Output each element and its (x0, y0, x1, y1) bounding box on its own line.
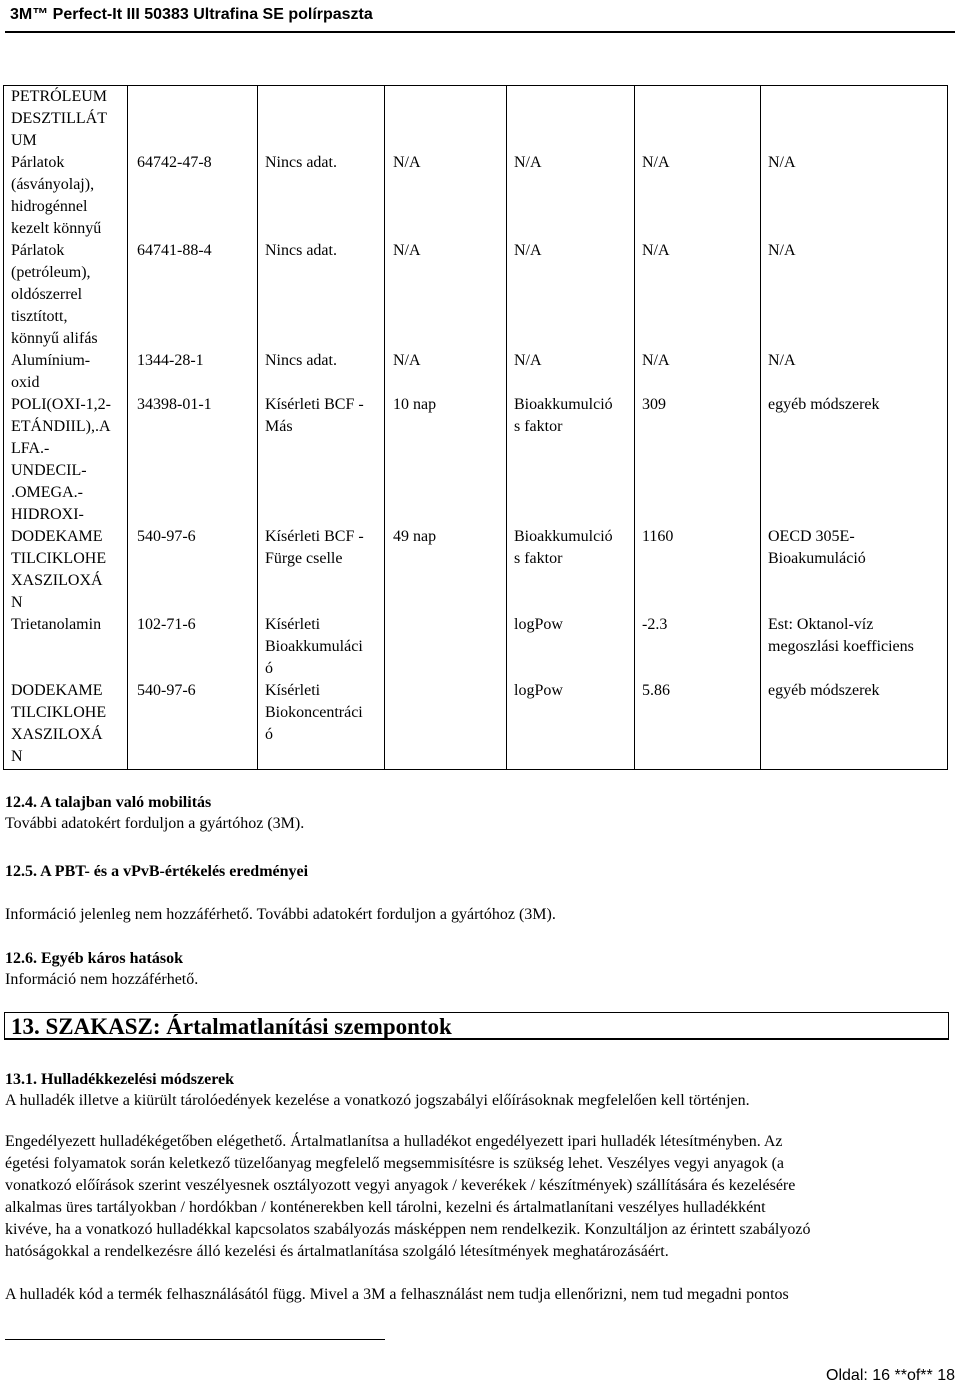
table-cell-line: Bioakumuláció (768, 550, 866, 567)
table-cell-line: DESZTILLÁT (11, 110, 107, 127)
table-cell-method (768, 680, 880, 702)
table-cell-line: N/A (514, 154, 542, 171)
table-cell-line: Bioakkumuláci (265, 638, 363, 655)
table-cell-line: N/A (768, 352, 796, 369)
table-cell-line: N/A (768, 154, 796, 171)
table-cell-line: Kísérleti BCF - (265, 396, 364, 413)
document-header-title: 3M™ Perfect-It III 50383 Ultrafina SE polírpaszta (10, 6, 373, 23)
table-cell-duration (393, 350, 421, 372)
table-cell-type (514, 240, 542, 262)
table-cell-line: ó (265, 726, 273, 743)
disposal-line: hatóságokkal a rendelkezésre álló kezelési és ártalmatlanítása szolgáló létesítmények meghatározásáért. (5, 1243, 669, 1260)
table-cell-name (11, 394, 111, 526)
table-cell-name (11, 152, 101, 240)
table-cell-cas (137, 680, 196, 702)
table-cell-name (11, 350, 90, 394)
table-cell-line: TILCIKLOHE (11, 550, 107, 567)
table-col-separator (257, 86, 258, 769)
table-cell-study (265, 526, 364, 570)
table-cell-line: N/A (642, 154, 670, 171)
table-cell-line: DODEKAME (11, 528, 103, 545)
section-12-6-text: Információ nem hozzáférhető. (5, 971, 199, 988)
table-cell-name (11, 614, 101, 636)
table-cell-line: Más (265, 418, 293, 435)
table-cell-line: N (11, 748, 23, 765)
section-12-6-title: 12.6. Egyéb káros hatások (5, 950, 183, 967)
table-cell-line: kezelt könnyű (11, 220, 102, 237)
ecotox-table (3, 85, 948, 770)
section-13-1-text: A hulladék illetve a kiürült tárolóedények kezelése a vonatkozó jogszabályi előírásoknak megfelelően kell történjen. (5, 1092, 750, 1109)
table-cell-name (11, 86, 107, 152)
table-cell-line: POLI(OXI-1,2- (11, 396, 111, 413)
table-cell-duration (393, 526, 436, 548)
table-cell-line: N/A (768, 242, 796, 259)
table-cell-method (768, 526, 866, 570)
section-12-5-title: 12.5. A PBT- és a vPvB-értékelés eredményei (5, 863, 309, 880)
table-cell-line: Nincs adat. (265, 242, 337, 259)
table-cell-line: Kísérleti BCF - (265, 528, 364, 545)
table-cell-line: s faktor (514, 418, 563, 435)
table-cell-line: N/A (393, 154, 421, 171)
table-cell-line: (ásványolaj), (11, 176, 95, 193)
table-cell-name (11, 526, 106, 614)
table-cell-line: Trietanolamin (11, 616, 102, 633)
table-cell-line: 64741-88-4 (137, 242, 212, 259)
table-cell-line: Bioakkumulció (514, 396, 613, 413)
footer-divider (5, 1339, 385, 1340)
table-cell-method (768, 394, 880, 416)
table-cell-line: Est: Oktanol-víz (768, 616, 874, 633)
table-cell-line: Párlatok (11, 242, 65, 259)
table-cell-duration (393, 240, 421, 262)
table-cell-cas (137, 152, 212, 174)
table-cell-line: Párlatok (11, 154, 65, 171)
table-cell-line: 1344-28-1 (137, 352, 204, 369)
table-col-separator (634, 86, 635, 769)
table-cell-line: oldószerrel (11, 286, 83, 303)
table-col-separator (760, 86, 761, 769)
table-col-separator (384, 86, 385, 769)
page-number: Oldal: 16 **of** 18 (826, 1367, 955, 1384)
table-cell-line: PETRÓLEUM (11, 88, 107, 105)
table-cell-type (514, 152, 542, 174)
table-cell-line: N/A (514, 352, 542, 369)
table-cell-line: Alumínium- (11, 352, 91, 369)
table-cell-line: N/A (642, 242, 670, 259)
table-cell-line: megoszlási koefficiens (768, 638, 914, 655)
table-cell-value (642, 394, 666, 416)
table-cell-method (768, 614, 914, 658)
table-cell-line: Kísérleti (265, 682, 321, 699)
table-cell-study (265, 240, 337, 262)
table-col-separator (127, 86, 128, 769)
table-cell-line: ETÁNDIIL),.A (11, 418, 111, 435)
table-cell-study (265, 394, 364, 438)
section-12-5-text: Információ jelenleg nem hozzáférhető. További adatokért forduljon a gyártóhoz (3M). (5, 906, 556, 923)
table-cell-type (514, 394, 613, 438)
table-cell-value (642, 240, 670, 262)
table-cell-line: UNDECIL- (11, 462, 87, 479)
table-cell-line: logPow (514, 682, 563, 699)
table-cell-method (768, 240, 796, 262)
disposal-line: kivéve, ha a vonatkozó hulladékkal kapcsolatos szabályozás másképpen nem rendelkezik. Konzultáljon az érintett szabályozó (5, 1221, 811, 1238)
table-cell-line: 102-71-6 (137, 616, 196, 633)
table-cell-type (514, 350, 542, 372)
table-cell-study (265, 680, 363, 746)
table-cell-name (11, 240, 98, 350)
table-cell-line: 10 nap (393, 396, 437, 413)
table-cell-line: Nincs adat. (265, 352, 337, 369)
table-cell-line: N/A (393, 352, 421, 369)
table-cell-line: egyéb módszerek (768, 682, 880, 699)
table-cell-method (768, 152, 796, 174)
table-cell-line: 540-97-6 (137, 528, 196, 545)
table-cell-line: 309 (642, 396, 666, 413)
table-cell-line: HIDROXI- (11, 506, 84, 523)
table-cell-line: 49 nap (393, 528, 437, 545)
table-cell-line: OECD 305E- (768, 528, 855, 545)
table-cell-value (642, 152, 670, 174)
table-cell-line: 540-97-6 (137, 682, 196, 699)
table-cell-line: LFA.- (11, 440, 50, 457)
table-cell-line: 34398-01-1 (137, 396, 212, 413)
table-cell-line: ó (265, 660, 273, 677)
table-cell-line: N (11, 594, 23, 611)
table-cell-type (514, 614, 563, 636)
table-cell-line: 64742-47-8 (137, 154, 212, 171)
section-13-heading: 13. SZAKASZ: Ártalmatlanítási szempontok (4, 1012, 949, 1040)
table-cell-line: (petróleum), (11, 264, 91, 281)
table-cell-line: -2.3 (642, 616, 668, 633)
table-cell-cas (137, 526, 196, 548)
table-cell-study (265, 152, 337, 174)
table-cell-line: oxid (11, 374, 40, 391)
table-cell-line: Kísérleti (265, 616, 321, 633)
table-cell-value (642, 526, 673, 548)
disposal-line: vonatkozó előírások szerint veszélyesnek osztályozott vegyi anyagok / keverékek / készítmények) szállítására és kezelésére (5, 1177, 796, 1194)
table-cell-line: N/A (642, 352, 670, 369)
table-cell-duration (393, 394, 436, 416)
waste-code-text: A hulladék kód a termék felhasználásától függ. Mivel a 3M a felhasználást nem tudja ellenőrizni, nem tud megadni pontos (5, 1286, 789, 1303)
table-col-separator (506, 86, 507, 769)
table-cell-line: UM (11, 132, 37, 149)
disposal-line: Engedélyezett hulladékégetőben elégethető. Ártalmatlanítsa a hulladékot engedélyezett ipari hulladék létesítményben. Az (5, 1133, 783, 1150)
table-cell-line: Fürge cselle (265, 550, 343, 567)
table-cell-line: 5.86 (642, 682, 670, 699)
table-cell-line: hidrogénnel (11, 198, 88, 215)
section-12-4-text: További adatokért forduljon a gyártóhoz (3M). (5, 815, 305, 832)
table-cell-study (265, 350, 337, 372)
table-cell-duration (393, 152, 421, 174)
table-cell-line: TILCIKLOHE (11, 704, 107, 721)
table-cell-line: Biokoncentráci (265, 704, 363, 721)
table-cell-line: 1160 (642, 528, 674, 545)
table-cell-line: N/A (393, 242, 421, 259)
header-divider (5, 31, 955, 33)
table-cell-line: logPow (514, 616, 563, 633)
section-12-4-title: 12.4. A talajban való mobilitás (5, 794, 212, 811)
disposal-line: égetési folyamatok során keletkező tüzelőanyag megfelelő megsemmisítésre is szükség lehet. Veszélyes vegyi anyagok (a (5, 1155, 784, 1172)
table-cell-value (642, 614, 667, 636)
table-cell-cas (137, 614, 196, 636)
table-cell-line: Nincs adat. (265, 154, 337, 171)
table-cell-line: XASZILOXÁ (11, 726, 103, 743)
disposal-line: alkalmas üres tartályokban / hordókban / konténerekben kell tárolni, kezelni és ártalmatlanítani veszélyes hulladékként (5, 1199, 766, 1216)
table-cell-line: Bioakkumulció (514, 528, 613, 545)
table-cell-cas (137, 350, 204, 372)
table-cell-cas (137, 240, 212, 262)
table-cell-line: tisztított, (11, 308, 68, 325)
table-cell-line: XASZILOXÁ (11, 572, 103, 589)
table-cell-value (642, 350, 670, 372)
table-cell-type (514, 680, 563, 702)
table-cell-method (768, 350, 796, 372)
table-cell-line: s faktor (514, 550, 563, 567)
table-cell-line: N/A (514, 242, 542, 259)
table-cell-line: egyéb módszerek (768, 396, 880, 413)
table-cell-name (11, 680, 106, 768)
table-cell-line: könnyű alifás (11, 330, 98, 347)
section-13-1-title: 13.1. Hulladékkezelési módszerek (5, 1071, 235, 1088)
table-cell-type (514, 526, 613, 570)
table-cell-line: DODEKAME (11, 682, 103, 699)
table-cell-value (642, 680, 670, 702)
table-cell-study (265, 614, 363, 680)
table-cell-line: .OMEGA.- (11, 484, 83, 501)
table-cell-cas (137, 394, 212, 416)
